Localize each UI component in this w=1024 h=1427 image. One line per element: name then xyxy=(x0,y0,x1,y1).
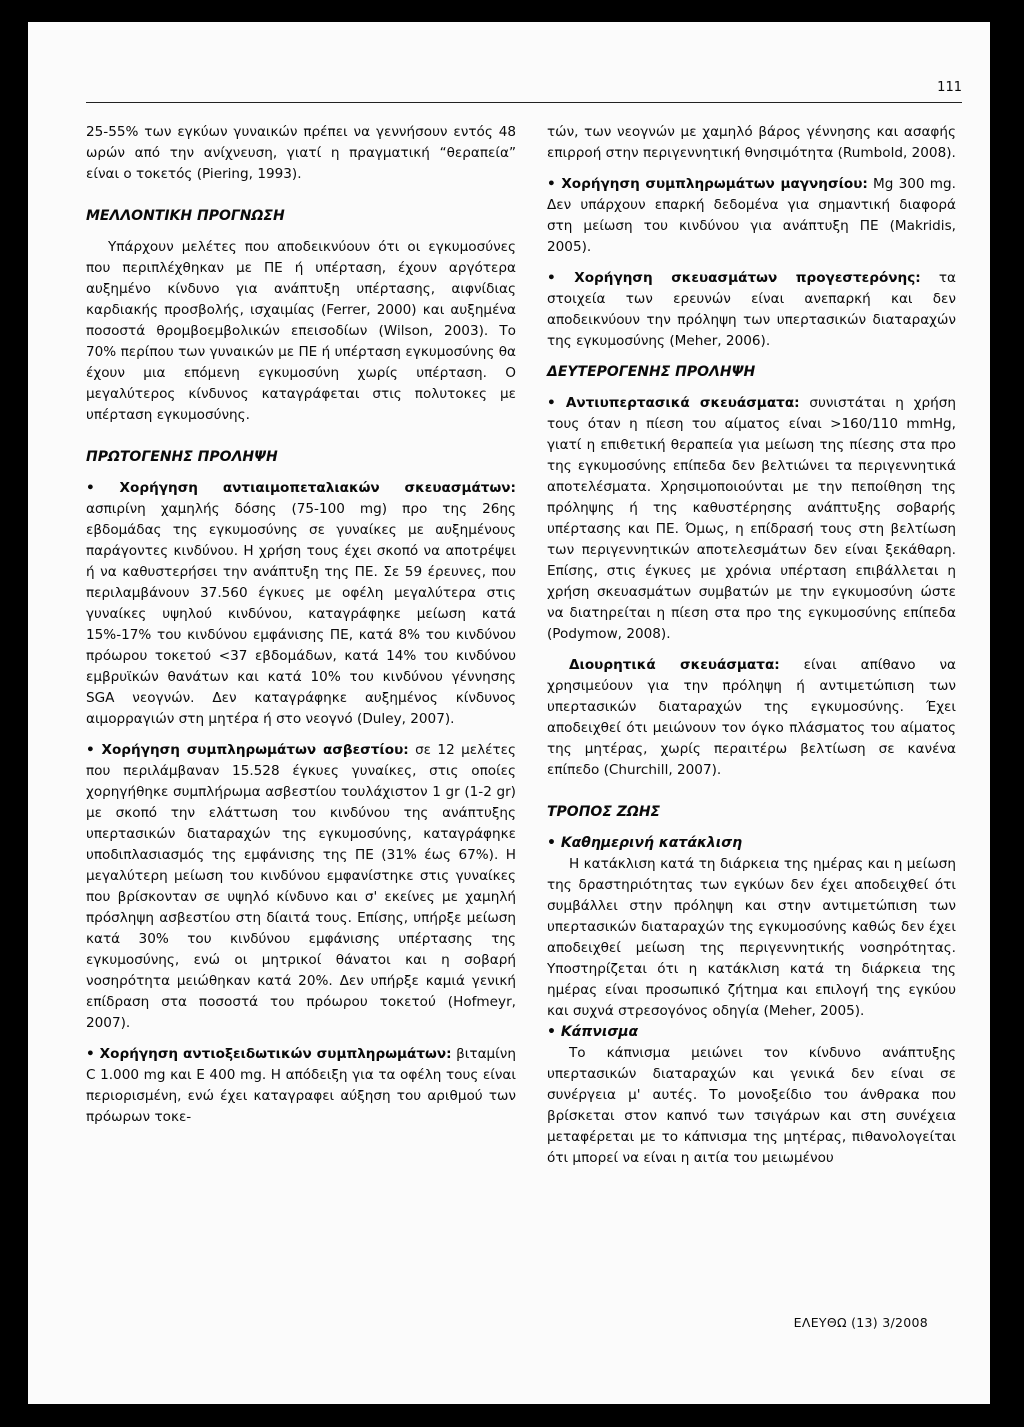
intro-paragraph: 25-55% των εγκύων γυναικών πρέπει να γεννήσουν εντός 48 ωρών από την ανίχνευση, γιατί η πραγματική “θεραπεία” είναι ο τοκετός (Piering, 1993). xyxy=(86,124,516,182)
heading-secondary-prevention: ΔΕΥΤΕΡΟΓΕΝΗΣ ΠΡΟΛΗΨΗ xyxy=(547,364,756,380)
page-number: 111 xyxy=(937,80,962,95)
bullet-progesterone-label: • Χορήγηση σκευασμάτων προγεστερόνης: xyxy=(547,270,921,286)
subheading-smoking: • Κάπνισμα xyxy=(547,1024,639,1040)
heading-lifestyle: ΤΡΟΠΟΣ ΖΩΗΣ xyxy=(547,804,661,820)
bullet-progesterone-text: τα στοιχεία των ερευνών είναι ανεπαρκή και δεν αποδεικνύουν την πρόληψη των υπερτασικών διαταραχών της εγκυμοσύνης (Meher, 2006). xyxy=(547,270,956,349)
bullet-antioxidant-label: • Χορήγηση αντιοξειδωτικών συμπληρωμάτων: xyxy=(86,1046,452,1062)
bullet-antioxidant-text: βιταμίνη C 1.000 mg και E 400 mg. Η απόδειξη για τα οφέλη τους είναι περιορισμένη, ενώ έχει καταγραφει αύξηση του αριθμού των πρόωρων τοκε- xyxy=(86,1046,516,1125)
bullet-antihypertensive-text: συνιστάται η χρήση τους όταν η πίεση του αίματος είναι >160/110 mmHg, γιατί η επιθετική θεραπεία για μείωση της πίεσης στα προ της εγκυμοσύνης επίπεδα δεν βελτιώνει τα περιγεννητικά αποτελέσματα. Χρησιμοποιούνται με την πεποίθηση της πρόληψης ή της καθυστέρησης ανάπτυξης σοβαρής υπέρτασης και ΠΕ. Όμως, η επίδρασή τους στη βελτίωση των περιγεννητικών αποτελεσμάτων δεν είναι ξεκάθαρη. Επίσης, στις έγκυες με χρόνια υπέρταση επιβάλλεται η χρήση σκευασμάτων συμβατών με την εγκυμοσύνη ώστε να διατηρείται η πίεση στα προ της εγκυμοσύνης επίπεδα (Podymow, 2008). xyxy=(547,395,956,642)
prognosis-paragraph: Υπάρχουν μελέτες που αποδεικνύουν ότι οι εγκυμοσύνες που περιπλέχθηκαν με ΠΕ ή υπέρταση, έχουν αργότερα αυξημένο κίνδυνο για ανάπτυξη υπέρτασης, αιφνίδιας καρδιακής προσβολής, ισχαιμίας (Ferrer, 2000) και αυξημένα ποσοστά θρομβοεμβολικών επεισοδίων (Wilson, 2003). Το 70% περίπου των γυναικών με ΠΕ ή υπέρταση εγκυμοσύνης θα έχουν μια επόμενη εγκυμοσύνη χωρίς υπέρταση. Ο μεγαλύτερος κίνδυνος καταγράφεται στις πολυτοκες με υπέρταση εγκυμοσύνης. xyxy=(86,239,516,423)
bullet-calcium-label: • Χορήγηση συμπληρωμάτων ασβεστίου: xyxy=(86,742,409,758)
bullet-antihypertensive xyxy=(547,393,956,645)
journal-footer: ΕΛΕΥΘΩ (13) 3/2008 xyxy=(793,1315,928,1330)
heading-prognosis: ΜΕΛΛΟΝΤΙΚΗ ΠΡΟΓΝΩΣΗ xyxy=(86,208,285,224)
document-page xyxy=(28,22,990,1404)
bullet-progesterone xyxy=(547,268,956,352)
bullet-magnesium-text: Mg 300 mg. Δεν υπάρχουν επαρκή δεδομένα για σημαντική διαφορά στη μείωση του κινδύνου για ανάπτυξη ΠΕ (Makridis, 2005). xyxy=(547,176,956,255)
bullet-antiplatelet xyxy=(86,478,516,730)
smoking-paragraph: Το κάπνισμα μειώνει τον κίνδυνο ανάπτυξης υπερτασικών διαταραχών και γενικά δεν είναι σε συνέργεια μ' αυτές. Το μονοξείδιο του άνθρακα που βρίσκεται στον καπνό των τσιγάρων και στη συνέχεια μεταφέρεται με το κάπνισμα της μητέρας, πιθανολογείται ότι μπορεί να είναι η αιτία του μειωμένου xyxy=(547,1045,956,1166)
bullet-magnesium xyxy=(547,174,956,258)
bullet-calcium xyxy=(86,740,516,1034)
diuretics-label: Διουρητικά σκευάσματα: xyxy=(569,657,780,673)
bullet-antiplatelet-text: ασπιρίνη χαμηλής δόσης (75-100 mg) προ της 26ης εβδομάδας της εγκυμοσύνης σε γυναίκες με αυξημένους παράγοντες κινδύνου. Η χρήση τους έχει σκοπό να αποτρέψει ή να καθυστερήσει την ανάπτυξη της ΠΕ. Σε 59 έρευνες, που περιλαμβάνουν 37.560 έγκυες με οφέλη μεγαλύτερα στις γυναίκες υψηλού κινδύνου, καταγράφηκε μείωση κατά 15%-17% του κινδύνου εμφάνισης ΠΕ, κατά 8% του κινδύνου πρόωρου τοκετού <37 εβδομάδων, κατά 14% του κινδύνου εμβρυϊκών θανάτων και κατά 10% του κινδύνου γέννησης SGA νεογνών. Δεν καταγράφηκε αυξημένος κίνδυνος αιμορραγιών στη μητέρα ή στο νεογνό (Duley, 2007). xyxy=(86,501,516,727)
continued-paragraph: τών, των νεογνών με χαμηλό βάρος γέννησης και ασαφής επιρροή στην περιγεννητική θνησιμότητα (Rumbold, 2008). xyxy=(547,124,956,161)
bullet-antioxidant xyxy=(86,1044,516,1128)
diuretics-paragraph xyxy=(547,655,956,781)
bed-rest-paragraph: Η κατάκλιση κατά τη διάρκεια της ημέρας και η μείωση της δραστηριότητας των εγκύων δεν έχει αποδειχθεί ότι συμβάλλει στην πρόληψη και στην αντιμετώπιση των υπερτασικών διαταραχών της εγκυμοσύνης καθώς δεν έχει αποδειχθεί μείωση της περιγεννητικής νοσηρότητας. Υποστηρίζεται ότι η κατάκλιση κατά τη διάρκεια της ημέρας είναι προσωπικό ζήτημα και επιλογή της εγκύου και συχνά στρεσογόνος οδηγία (Meher, 2005). xyxy=(547,856,956,1019)
diuretics-text: είναι απίθανο να χρησιμεύουν για την πρόληψη ή αντιμετώπιση των υπερτασικών διαταραχών της εγκυμοσύνης. Έχει αποδειχθεί ότι μειώνουν τον όγκο πλάσματος του αίματος της μητέρας, χωρίς περαιτέρω βελτίωση σε κανένα επίπεδο (Churchill, 2007). xyxy=(547,657,956,778)
bullet-antihypertensive-label: • Αντιυπερτασικά σκευάσματα: xyxy=(547,395,800,411)
bullet-calcium-text: σε 12 μελέτες που περιλάμβαναν 15.528 έγκυες γυναίκες, στις οποίες χορηγήθηκε συμπλήρωμα ασβεστίου τουλάχιστον 1 gr (1-2 gr) με σκοπό την ελάττωση του κινδύνου της ανάπτυξης υπερτασικών διαταραχών της εγκυμοσύνης, καταγράφηκε υποδιπλασιασμός της εμφάνισης της ΠΕ (31% έως 67%). Η μεγαλύτερη μείωση του κινδύνου εμφανίστηκε στις γυναίκες που βρίσκονταν σε υψηλό κίνδυνο και σ' εκείνες με χαμηλή πρόσληψη ασβεστίου στη δίαιτά τους. Επίσης, υπήρξε μείωση κατά 30% του κινδύνου εμφάνισης υπέρτασης της εγκυμοσύνης, ενώ οι μητρικοί θάνατοι και η σοβαρή νοσηρότητα μειώθηκαν κατά 20%. Δεν υπήρξε καμιά γενική επίδραση στα ποσοστά του πρόωρου τοκετού (Hofmeyr, 2007). xyxy=(86,742,516,1031)
heading-primary-prevention: ΠΡΩΤΟΓΕΝΗΣ ΠΡΟΛΗΨΗ xyxy=(86,449,278,465)
bullet-magnesium-label: • Χορήγηση συμπληρωμάτων μαγνησίου: xyxy=(547,176,868,192)
right-column xyxy=(547,122,956,1169)
header-rule xyxy=(86,102,962,103)
subheading-bed-rest: • Καθημερινή κατάκλιση xyxy=(547,835,743,851)
bullet-antiplatelet-label: • Χορήγηση αντιαιμοπεταλιακών σκευασμάτων: xyxy=(86,480,516,496)
left-column xyxy=(86,122,516,1128)
